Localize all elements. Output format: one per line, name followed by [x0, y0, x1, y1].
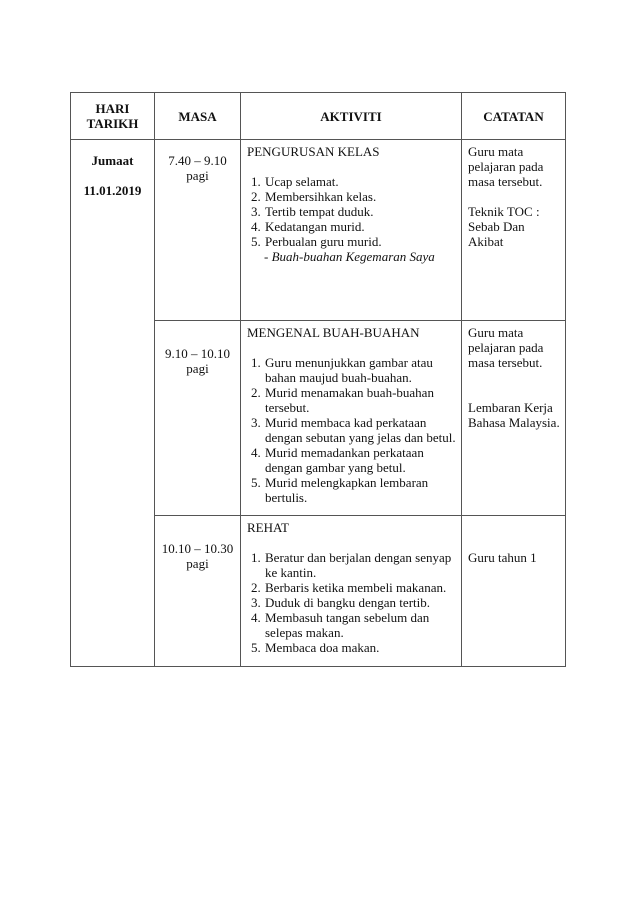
header-row	[71, 93, 566, 140]
activity-cell	[241, 321, 462, 516]
note-cell	[462, 516, 566, 667]
time-range: 7.40 – 9.10	[168, 153, 227, 168]
list-item: 2. Murid menamakan buah-buahan tersebut.	[264, 385, 456, 415]
activity-steps	[247, 174, 456, 249]
header-hari: HARI	[95, 101, 130, 116]
activity-title: PENGURUSAN KELAS	[247, 144, 380, 159]
list-item: 1. Guru menunjukkan gambar atau bahan maujud buah-buahan.	[264, 355, 456, 385]
list-item: 2. Berbaris ketika membeli makanan.	[264, 580, 456, 595]
schedule-table	[70, 92, 566, 667]
time-period: pagi	[186, 168, 209, 183]
day-date: 11.01.2019	[83, 183, 142, 198]
list-item: 4. Murid memadankan perkataan dengan gambar yang betul.	[264, 445, 456, 475]
list-item: 1. Beratur dan berjalan dengan senyap ke kantin.	[264, 550, 456, 580]
time-period: pagi	[186, 556, 209, 571]
list-item: 3. Duduk di bangku dengan tertib.	[264, 595, 456, 610]
list-item: 2. Membersihkan kelas.	[264, 189, 456, 204]
activity-sub-note: - Buah-buahan Kegemaran Saya	[264, 249, 435, 264]
time-cell	[155, 140, 241, 321]
header-aktiviti: AKTIVITI	[241, 93, 462, 140]
activity-steps	[247, 550, 456, 655]
header-masa: MASA	[155, 93, 241, 140]
note-text: Lembaran Kerja Bahasa Malaysia.	[468, 400, 560, 430]
header-catatan: CATATAN	[462, 93, 566, 140]
activity-title: MENGENAL BUAH-BUAHAN	[247, 325, 420, 340]
day-cell	[71, 140, 155, 667]
list-item: 3. Tertib tempat duduk.	[264, 204, 456, 219]
list-item: 3. Murid membaca kad perkataan dengan sebutan yang jelas dan betul.	[264, 415, 456, 445]
time-cell	[155, 516, 241, 667]
time-range: 10.10 – 10.30	[161, 541, 234, 556]
note-text: Teknik TOC : Sebab Dan Akibat	[468, 204, 540, 249]
list-item: 5. Membaca doa makan.	[264, 640, 456, 655]
time-range: 9.10 – 10.10	[165, 346, 230, 361]
note-text: Guru tahun 1	[468, 550, 537, 565]
list-item: 4. Kedatangan murid.	[264, 219, 456, 234]
activity-cell	[241, 516, 462, 667]
note-cell	[462, 321, 566, 516]
note-cell	[462, 140, 566, 321]
list-item: 5. Perbualan guru murid.	[264, 234, 456, 249]
header-tarikh: TARIKH	[86, 116, 139, 131]
note-text: Guru mata pelajaran pada masa tersebut.	[468, 325, 544, 370]
time-period: pagi	[186, 361, 209, 376]
header-hari-tarikh	[71, 93, 155, 140]
day-name: Jumaat	[91, 153, 134, 168]
time-cell	[155, 321, 241, 516]
list-item: 4. Membasuh tangan sebelum dan selepas makan.	[264, 610, 456, 640]
activity-cell	[241, 140, 462, 321]
list-item: 1. Ucap selamat.	[264, 174, 456, 189]
table-row	[71, 140, 566, 321]
activity-steps	[247, 355, 456, 505]
activity-title: REHAT	[247, 520, 289, 535]
note-text: Guru mata pelajaran pada masa tersebut.	[468, 144, 544, 189]
list-item: 5. Murid melengkapkan lembaran bertulis.	[264, 475, 456, 505]
